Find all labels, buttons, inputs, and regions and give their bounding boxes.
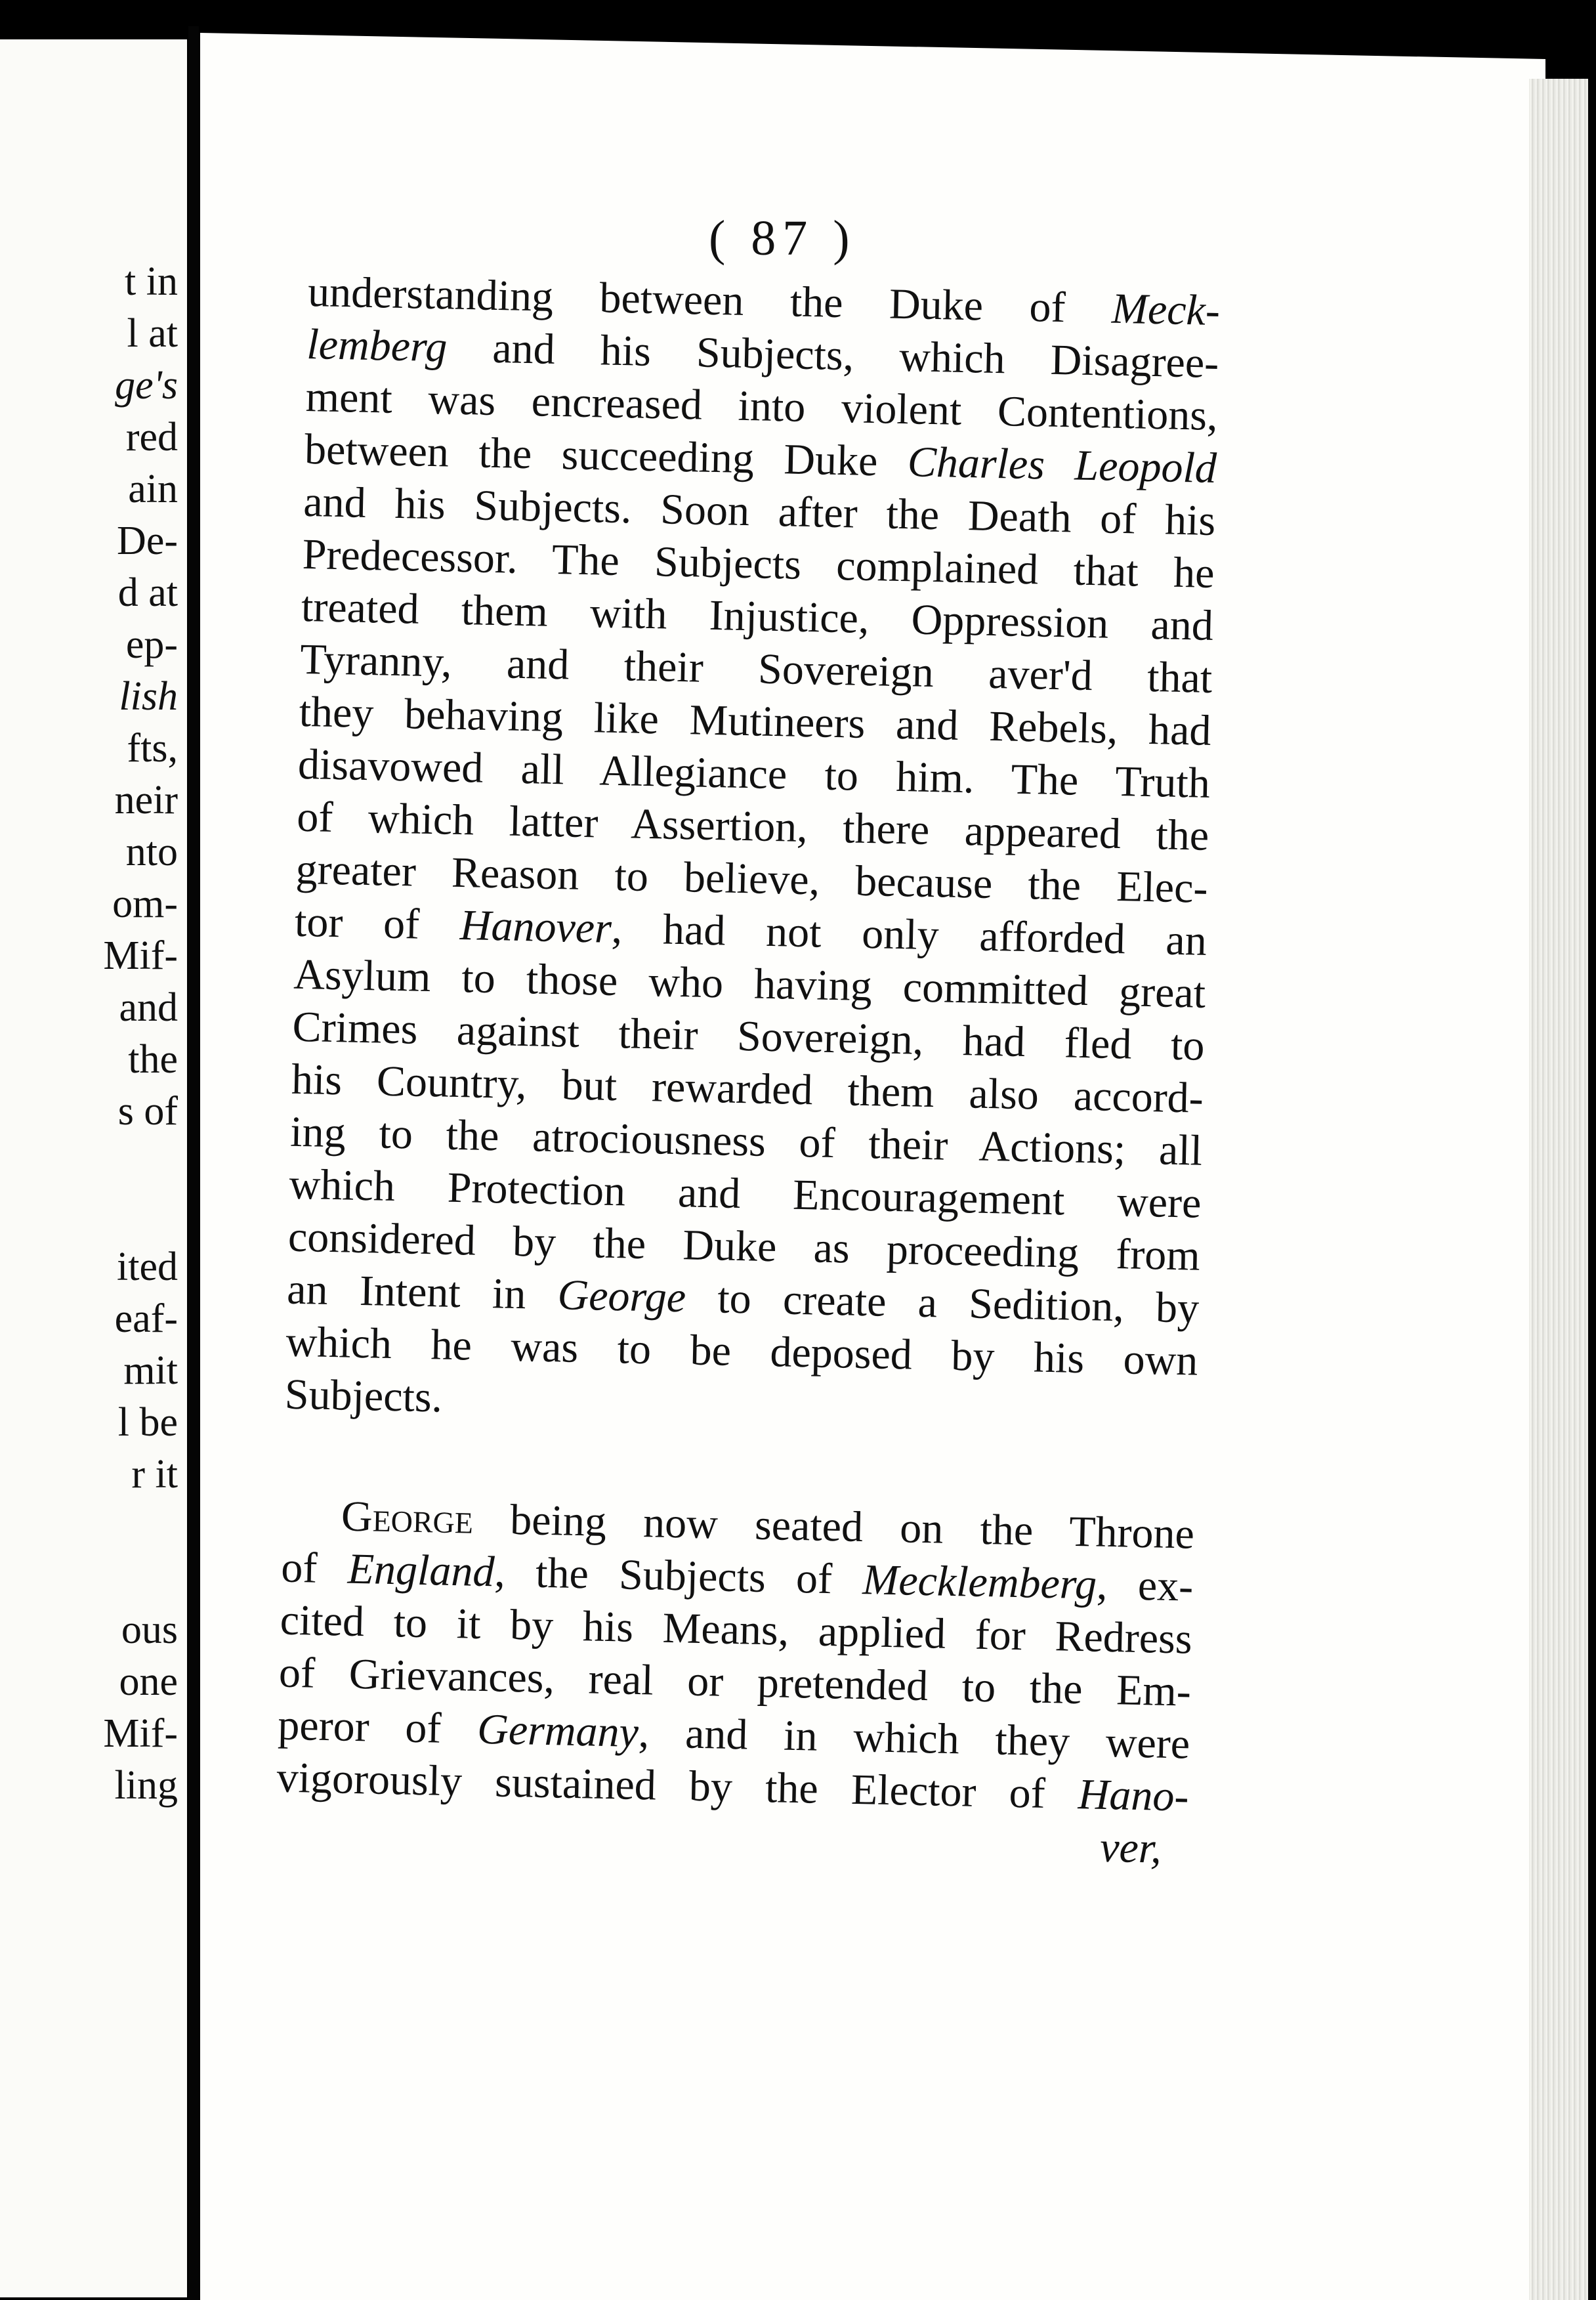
- previous-page-line: om-: [112, 882, 178, 926]
- text-run: disavowed all Allegiance to him. The Truth: [297, 740, 1211, 807]
- previous-page-line: Mif-: [103, 1711, 178, 1756]
- text-run: George: [556, 1271, 686, 1322]
- catchword-text: ver,: [1099, 1823, 1162, 1873]
- text-run: an Intent in: [286, 1265, 558, 1319]
- text-run: ment was encreased into violent Contentions,: [305, 372, 1219, 440]
- page-number: ( 87 ): [709, 211, 856, 266]
- previous-page-line: nto: [125, 830, 178, 874]
- previous-page-line: s of: [117, 1089, 178, 1134]
- previous-page-line: mit: [123, 1348, 178, 1393]
- text-run: of which latter Assertion, there appeared the: [296, 792, 1209, 860]
- previous-page-line: d at: [117, 570, 178, 615]
- text-run: , had not only afforded an: [611, 904, 1208, 965]
- previous-page-line: ited: [117, 1245, 178, 1289]
- text-run: lemberg: [306, 320, 448, 372]
- previous-page-line: eaf-: [114, 1296, 178, 1341]
- previous-page-line: ge's: [115, 363, 178, 408]
- previous-page-line: red: [125, 415, 178, 459]
- book-gutter: [188, 26, 199, 2300]
- text-run: cited to it by his Means, applied for Redress: [280, 1596, 1193, 1663]
- text-run: Asylum to those who having committed great: [293, 950, 1206, 1017]
- text-run: vigorously sustained by the Elector of: [276, 1753, 1079, 1819]
- previous-page-line: [0, 1189, 187, 1241]
- text-run: , and in which they were: [638, 1709, 1190, 1768]
- previous-page-line: ep-: [125, 622, 178, 667]
- text-run: and his Subjects, which Disagree-: [446, 323, 1219, 388]
- previous-page-line: [0, 1501, 187, 1552]
- previous-page-line: [0, 1138, 187, 1189]
- text-run: , the Subjects of: [494, 1548, 864, 1604]
- text-run: between the succeeding Duke: [304, 425, 908, 486]
- text-run: of: [280, 1543, 348, 1593]
- page-body: [275, 266, 1220, 1876]
- previous-page-line: fts,: [127, 726, 178, 771]
- text-run: George: [341, 1492, 474, 1543]
- text-run: they behaving like Mutineers and Rebels, had: [299, 687, 1212, 755]
- previous-page-line: ain: [128, 467, 178, 511]
- text-run: Predecessor. The Subjects complained that he: [302, 530, 1215, 598]
- previous-page-line: and: [119, 985, 178, 1030]
- text-run: Charles Leopold: [907, 438, 1217, 493]
- text-run: his Country, but rewarded them also accord-: [291, 1055, 1204, 1122]
- previous-page-text: [0, 256, 187, 1812]
- text-run: ing to the atrociousness of their Actions; all: [289, 1107, 1203, 1175]
- previous-page-line: neir: [114, 778, 178, 822]
- text-run: understanding between the Duke of: [307, 267, 1112, 333]
- previous-page-line: Mif-: [103, 933, 178, 978]
- previous-page-line: t in: [125, 259, 178, 304]
- previous-page-line: l at: [127, 311, 178, 356]
- text-run: Hano-: [1078, 1770, 1190, 1821]
- text-run: of Grievances, real or pretended to the Em-: [278, 1648, 1192, 1716]
- text-run: greater Reason to believe, because the Elec-: [295, 845, 1209, 912]
- previous-page-line: the: [128, 1037, 178, 1082]
- text-run: which Protection and Encouragement were: [288, 1160, 1202, 1227]
- text-run: peror of: [277, 1701, 478, 1753]
- text-run: and his Subjects. Soon after the Death of his: [303, 477, 1216, 545]
- text-run: considered by the Duke as proceeding from: [287, 1212, 1201, 1280]
- text-run: Germany: [476, 1705, 639, 1757]
- text-run: England: [347, 1544, 495, 1596]
- previous-page-line: l be: [117, 1400, 178, 1445]
- text-run: treated them with Injustice, Oppression and: [301, 582, 1214, 650]
- previous-page-line: ling: [114, 1763, 178, 1808]
- previous-page-line: lish: [119, 674, 178, 719]
- text-run: which he was to be deposed by his own: [285, 1317, 1199, 1385]
- previous-page-line: one: [119, 1659, 178, 1704]
- previous-page-fragment: [0, 39, 187, 2297]
- text-run: Mecklemberg: [862, 1556, 1097, 1609]
- text-run: Crimes against their Sovereign, had fled to: [291, 1002, 1206, 1070]
- previous-page-line: ous: [121, 1608, 178, 1652]
- text-run: tor of: [294, 897, 461, 950]
- paragraph-2: [276, 1489, 1195, 1823]
- text-run: , ex-: [1096, 1560, 1194, 1611]
- text-run: Subjects.: [284, 1370, 443, 1422]
- text-run: being now seated on the Throne: [472, 1495, 1195, 1558]
- previous-page-line: [0, 1552, 187, 1604]
- text-run: Meck-: [1111, 284, 1221, 335]
- paragraph-1: [284, 266, 1221, 1440]
- text-run: Tyranny, and their Sovereign aver'd that: [299, 635, 1213, 702]
- previous-page-line: De-: [117, 519, 178, 563]
- text-run: Hanover: [459, 901, 612, 952]
- previous-page-line: r it: [131, 1452, 178, 1497]
- text-run: to create a Sedition, by: [685, 1273, 1200, 1332]
- page-edges: [1529, 79, 1588, 2300]
